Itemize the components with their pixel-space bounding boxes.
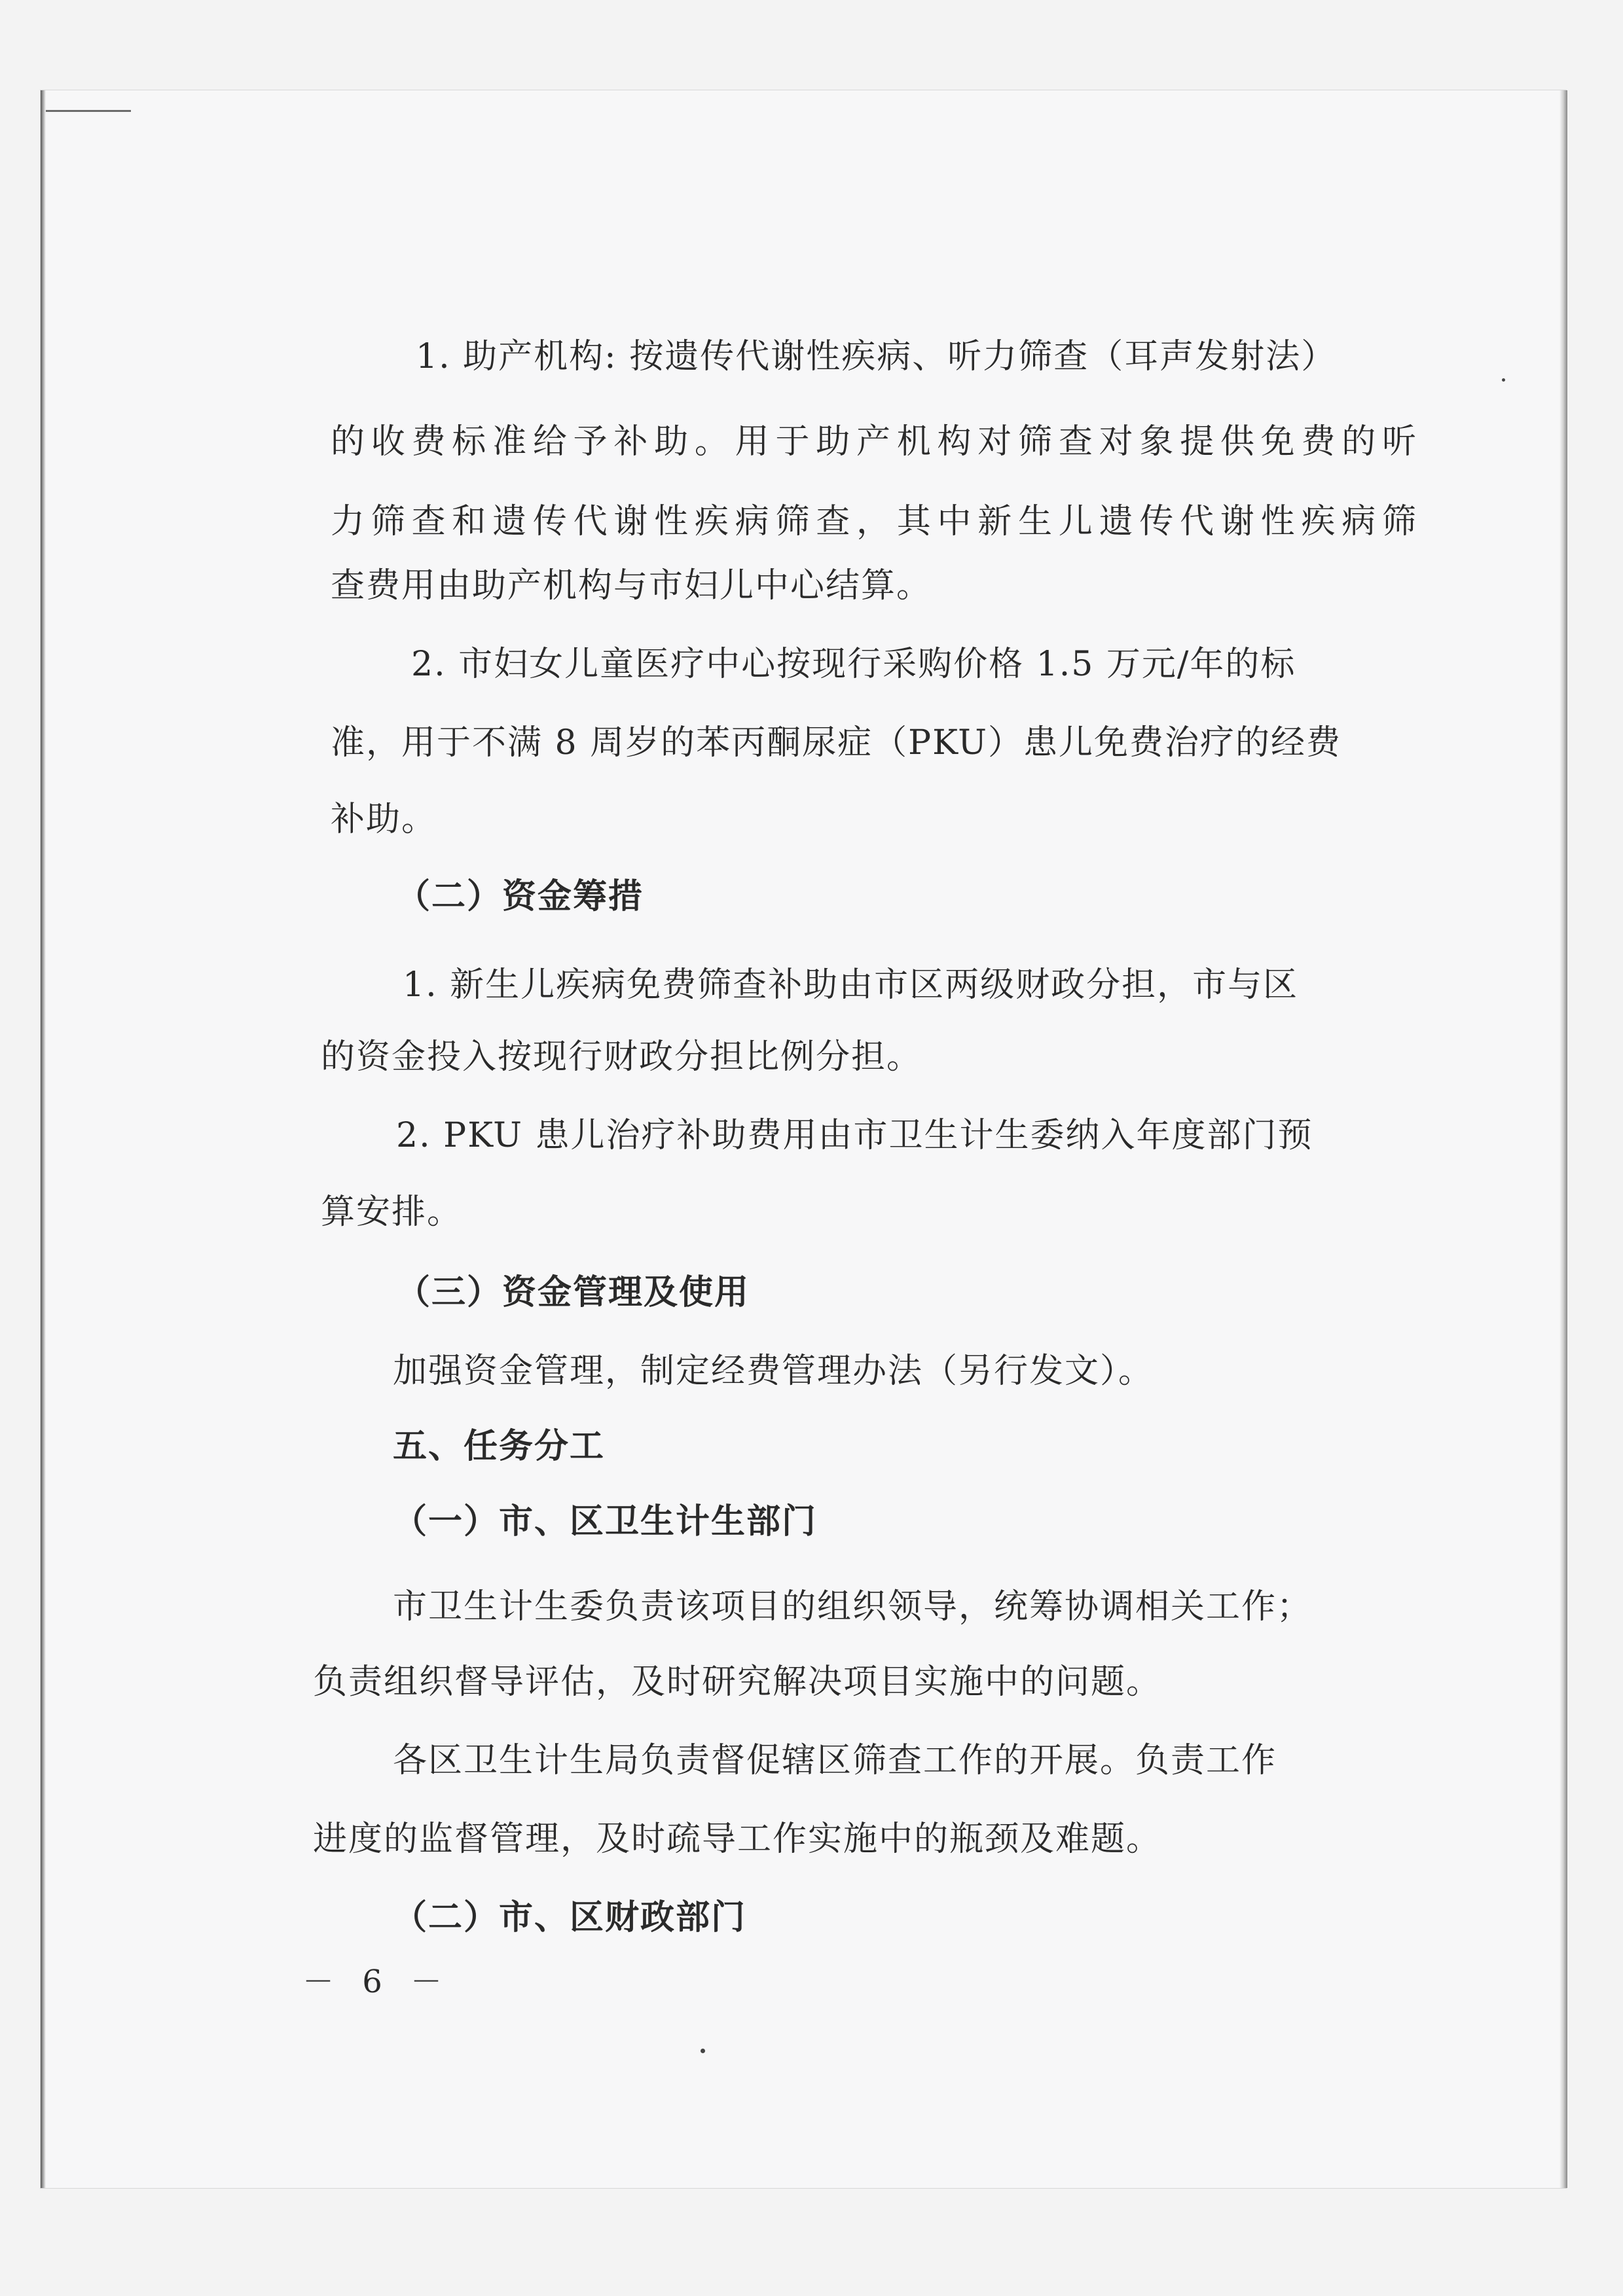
body-line: 2. PKU 患儿治疗补助费用由市卫生计生委纳入年度部门预 xyxy=(396,1116,1313,1155)
body-line: 市卫生计生委负责该项目的组织领导，统筹协调相关工作； xyxy=(393,1587,1313,1626)
section-heading: （二）市、区财政部门 xyxy=(393,1897,747,1937)
scan-speck xyxy=(701,2049,705,2053)
body-line: 1. 新生儿疾病免费筛查补助由市区两级财政分担，市与区 xyxy=(403,965,1299,1005)
body-line: 查费用由助产机构与市妇儿中心结算。 xyxy=(331,566,932,605)
body-line: 负责组织督导评估，及时研究解决项目实施中的问题。 xyxy=(313,1662,1162,1702)
body-line: 算安排。 xyxy=(321,1193,463,1232)
section-heading: （二）资金筹措 xyxy=(396,876,644,916)
body-line: 加强资金管理，制定经费管理办法（另行发文）。 xyxy=(393,1352,1154,1391)
body-line: 2. 市妇女儿童医疗中心按现行采购价格 1.5 万元/年的标 xyxy=(411,645,1296,684)
body-line: 准，用于不满 8 周岁的苯丙酮尿症（PKU）患儿免费治疗的经费 xyxy=(331,723,1341,762)
body-line: 力筛查和遗传代谢性疾病筛查，其中新生儿遗传代谢性疾病筛 xyxy=(331,502,1417,541)
body-line: 的收费标准给予补助。用于助产机构对筛查对象提供免费的听 xyxy=(331,422,1417,461)
scan-speck xyxy=(1502,378,1505,382)
scan-mark xyxy=(46,110,131,112)
page-number: － 6 － xyxy=(302,1964,452,2000)
body-line: 补助。 xyxy=(331,800,437,839)
scan-shadow-right xyxy=(1559,90,1567,2188)
scan-shadow-left xyxy=(41,90,46,2188)
body-line: 进度的监督管理，及时疏导工作实施中的瓶颈及难题。 xyxy=(313,1820,1162,1859)
body-line: 1. 助产机构: 按遗传代谢性疾病、听力筛查（耳声发射法） xyxy=(416,337,1337,376)
body-line: 各区卫生计生局负责督促辖区筛查工作的开展。负责工作 xyxy=(393,1741,1277,1780)
section-heading: （三）资金管理及使用 xyxy=(396,1272,750,1312)
section-heading: 五、任务分工 xyxy=(393,1426,606,1466)
section-heading: （一）市、区卫生计生部门 xyxy=(393,1501,818,1541)
body-line: 的资金投入按现行财政分担比例分担。 xyxy=(321,1037,922,1077)
